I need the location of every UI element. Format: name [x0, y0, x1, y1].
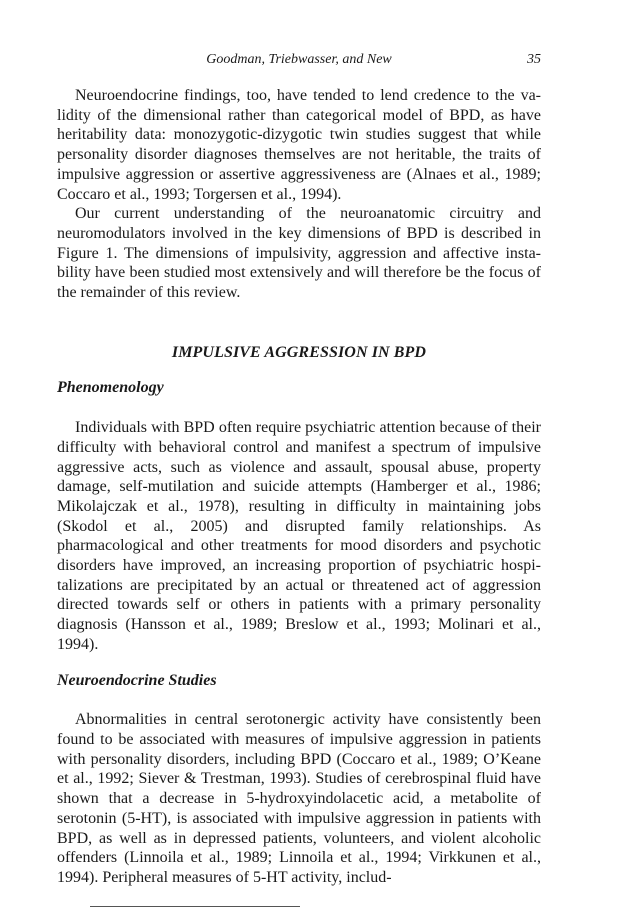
- section-title: IMPULSIVE AGGRESSION IN BPD: [171, 343, 427, 361]
- running-head: [57, 52, 541, 72]
- running-title: Goodman, Triebwasser, and New: [206, 52, 392, 67]
- paragraph-phenomenology: Individuals with BPD often require psychiatric attention because of their difficulty with behavioral control and manifest a spectrum of impulsive aggressive acts, such as violence and assault, spousal abuse, property damage, self-mutilation and suicide attempts (Hamberger et al., 1986; Mikolajczak et al., 1978), resulting in difficulty in maintaining jobs (Skodol et al., 2005) and disrupted family relationships. As pharmacological and other treatments for mood disorders and psychotic disorders have improved, an increasing proportion of psychiatric hospitalizations are precipitated by an actual or threatened act of aggression directed towards self or others in patients with a primary personality diagnosis (Hansson et al., 1989; Breslow et al., 1993; Molinari et al., 1994).: [57, 419, 541, 653]
- subsection-title-phenomenology: Phenomenology: [57, 379, 164, 397]
- paragraph-neuroendocrine: Abnormalities in central serotonergic activity have consistently been found to be associated with measures of impulsive aggression in patients with personality disorders, including BPD (Coccaro et al., 1989; O’Keane et al., 1992; Siever & Trestman, 1993). Studies of cerebrospinal fluid have shown that a decrease in 5-hydroxyindolacetic acid, a metabolite of serotonin (5-HT), is associated with impulsive aggression in patients with BPD, as well as in depressed patients, volunteers, and violent alcoholic offenders (Linnoila et al., 1989; Linnoila et al., 1994; Virkkunen et al., 1994). Peripheral measures of 5-HT activity, includ-: [57, 711, 541, 886]
- subsection-title-neuroendocrine: Neuroendocrine Studies: [57, 671, 217, 689]
- paragraph-neuroanatomic-circuitry: Our current understanding of the neuroanatomic circuitry and neuromodulators involved in the key dimensions of BPD is described in Figure 1. The dimensions of impulsivity, aggression and affective instability have been studied most extensively and will therefore be the focus of the remainder of this review.: [57, 205, 541, 302]
- bottom-rule: [90, 906, 300, 907]
- body-text: [57, 86, 541, 888]
- paragraph-dimensional-model: Neuroendocrine findings, too, have tended to lend credence to the validity of the dimensional rather than categorical model of BPD, as have heritability data: monozygotic-dizygotic twin studies suggest that while personality disorder diagnoses themselves are not heritable, the traits of impulsive aggression or assertive aggressiveness are (Alnaes et al., 1989; Coccaro et al., 1993; Torgersen et al., 1994).: [57, 87, 541, 203]
- page-number: 35: [527, 52, 541, 67]
